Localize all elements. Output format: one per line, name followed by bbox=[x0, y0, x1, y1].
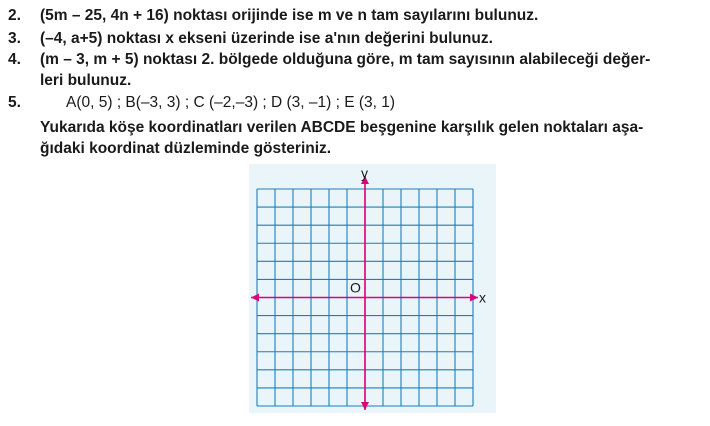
instruction-line-1: Yukarıda köşe koordinatları verilen ABCDE beşgenine karşılık gelen noktaları aşa- bbox=[40, 119, 644, 136]
question-number: 2. bbox=[8, 7, 21, 24]
y-axis-label: y bbox=[361, 165, 368, 181]
question-text: (5m – 25, 4n + 16) noktası orijinde ise m ve n tam sayılarını bulunuz. bbox=[40, 7, 539, 24]
question-number: 5. bbox=[8, 94, 21, 111]
question-text-continued: leri bulunuz. bbox=[40, 72, 132, 89]
question-text: (–4, a+5) noktası x ekseni üzerinde ise a'nın değerini bulunuz. bbox=[40, 30, 493, 47]
x-axis-arrow-left bbox=[251, 294, 259, 302]
origin-label: O bbox=[350, 279, 361, 296]
question-number: 4. bbox=[8, 51, 21, 68]
question-text: (m – 3, m + 5) noktası 2. bölgede olduğuna göre, m tam sayısının alabileceği değer- bbox=[40, 51, 651, 68]
question-number: 3. bbox=[8, 30, 21, 47]
x-axis-arrow-right bbox=[470, 294, 478, 302]
coordinate-grid[interactable] bbox=[249, 164, 496, 413]
instruction-line-2: ğıdaki koordinat düzleminde gösteriniz. bbox=[40, 140, 332, 157]
x-axis-label: x bbox=[479, 289, 486, 306]
coordinate-plane[interactable] bbox=[249, 164, 496, 413]
coordinate-list: A(0, 5) ; B(–3, 3) ; C (–2,–3) ; D (3, –1) ; E (3, 1) bbox=[66, 94, 396, 111]
